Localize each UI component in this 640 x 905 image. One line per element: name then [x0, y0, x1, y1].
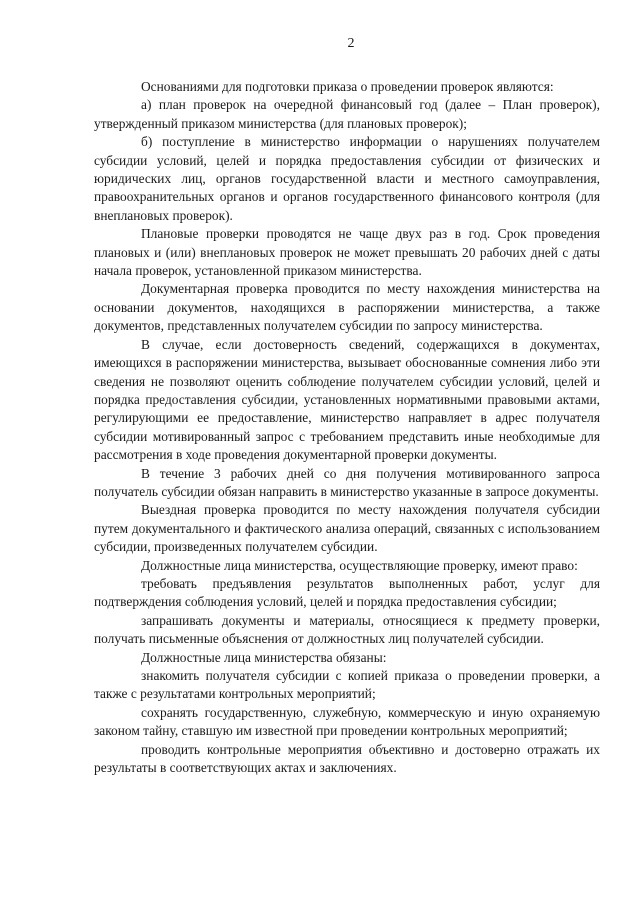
paragraph: Должностные лица министерства, осуществляющие проверку, имеют право:	[141, 557, 578, 573]
page-number: 2	[347, 36, 355, 51]
paragraph: знакомить получателя субсидии с копией приказа о проведении проверки, а также с результатами контрольных мероприятий;	[94, 668, 600, 702]
paragraph: Выездная проверка проводится по месту нахождения получателя субсидии путем документального и фактического анализа операций, связанных с использованием субсидии, произведенных получателем субсидии.	[94, 502, 600, 555]
paragraph: В течение 3 рабочих дней со дня получения мотивированного запроса получатель субсидии обязан направить в министерство указанные в запросе документы.	[94, 465, 600, 499]
paragraph: проводить контрольные мероприятия объективно и достоверно отражать их результаты в соответствующих актах и заключениях.	[94, 741, 600, 776]
paragraph: а) план проверок на очередной финансовый год (далее – План проверок), утвержденный приказом министерства (для плановых проверок);	[94, 97, 600, 131]
paragraph: запрашивать документы и материалы, относящиеся к предмету проверки, получать письменные объяснения от должностных лиц получателей субсидии.	[94, 612, 600, 647]
paragraph: требовать предъявления результатов выполненных работ, услуг для подтверждения соблюдения условий, целей и порядка предоставления субсидии;	[94, 575, 600, 610]
paragraph: б) поступление в министерство информации о нарушениях получателем субсидии условий, целей и порядка предоставления субсидии от физических и юридических лиц, органов государственной власти и местного самоуправления, правоохранительных органов и органов государственного финансового контроля (для внеплановых проверок).	[94, 134, 600, 223]
paragraph: Основаниями для подготовки приказа о проведении проверок являются:	[141, 79, 554, 94]
paragraph: Плановые проверки проводятся не чаще двух раз в год. Срок проведения плановых и (или) внеплановых проверок не может превышать 20 рабочих дней с даты начала проверок, установленной приказом министерства.	[94, 226, 600, 279]
paragraph: Документарная проверка проводится по месту нахождения министерства на основании документов, находящихся в распоряжении министерства, а также документов, представленных получателем субсидии по запросу министерства.	[94, 281, 600, 334]
paragraph: В случае, если достоверность сведений, содержащихся в документах, имеющихся в распоряжении министерства, вызывает обоснованные сомнения либо эти сведения не позволяют оценить соблюдение получателем субсидии условий, целей и порядка предоставления субсидии, установленных нормативными правовыми актами, регулирующими ее предоставление, министерство направляет в адрес получателя субсидии мотивированный запрос с требованием представить иные необходимые для рассмотрения в ходе проведения документарной проверки документы.	[94, 336, 600, 463]
paragraph: сохранять государственную, служебную, коммерческую и иную охраняемую законом тайну, ставшую им известной при проведении контрольных мероприятий;	[94, 704, 600, 739]
paragraph: Должностные лица министерства обязаны:	[141, 649, 387, 665]
document-body	[94, 78, 600, 777]
